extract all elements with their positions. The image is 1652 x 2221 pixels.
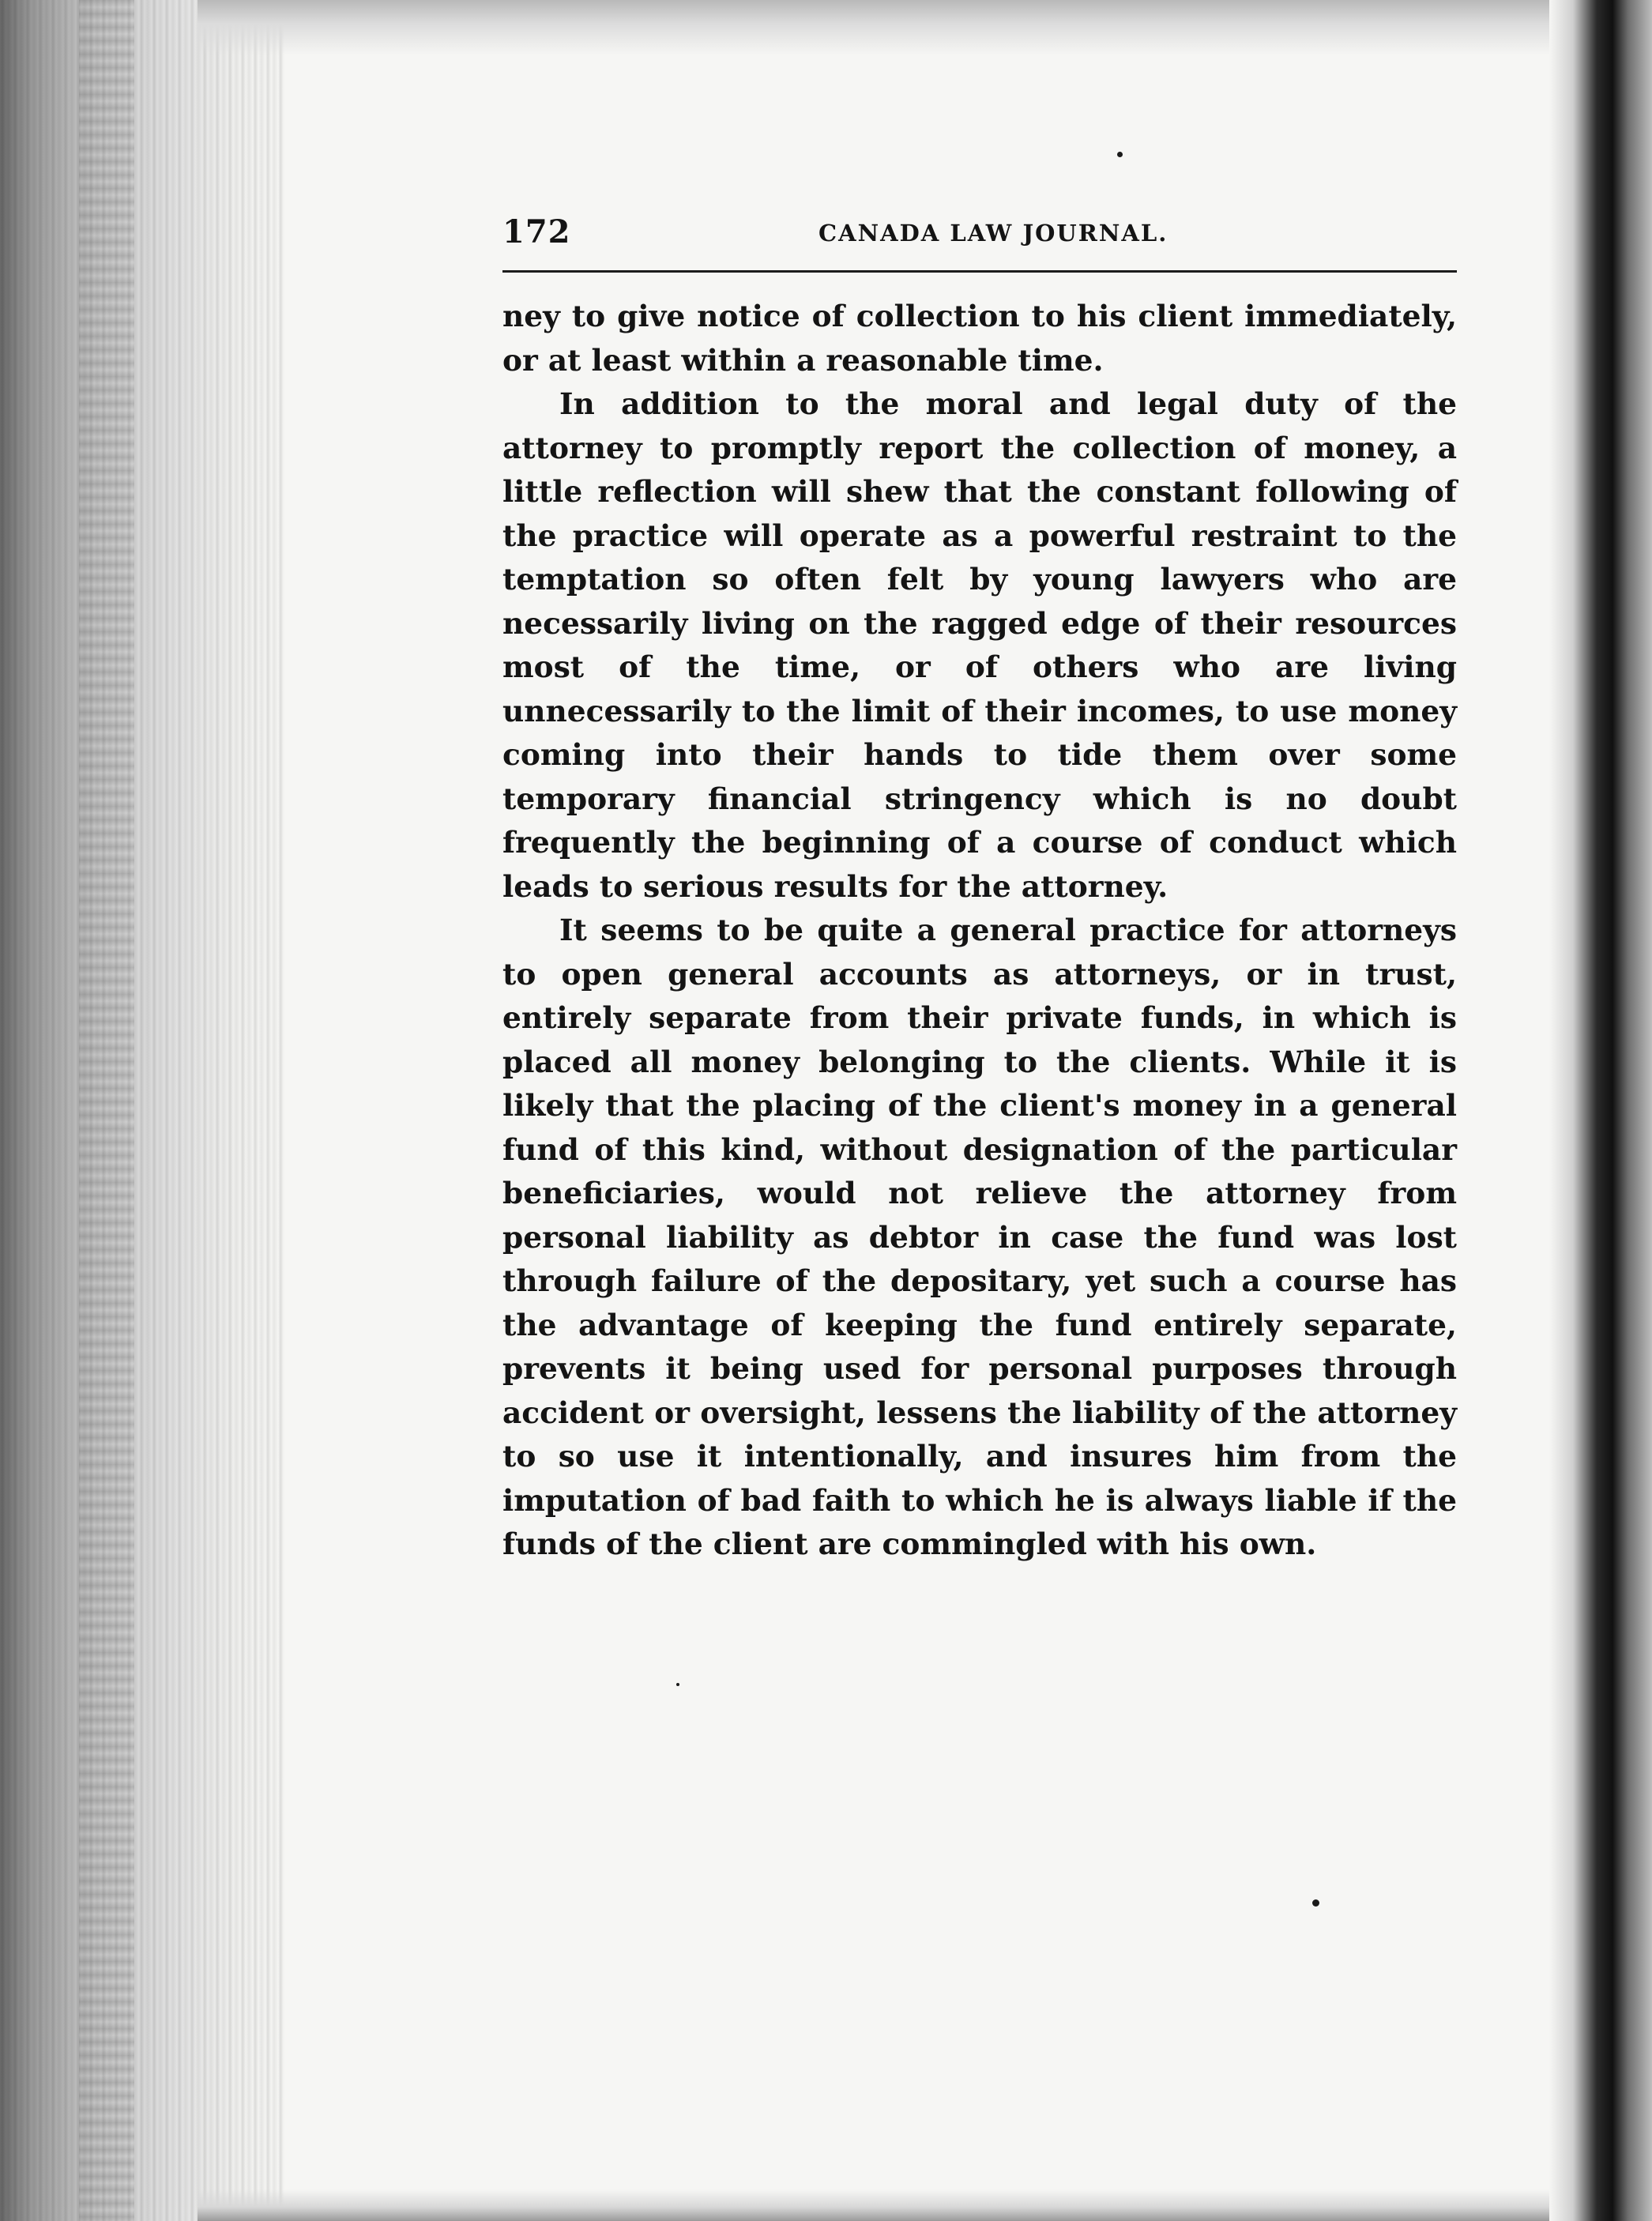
scan-speck (1117, 152, 1123, 157)
page-content (502, 213, 1457, 1567)
page-number: 172 (502, 213, 571, 250)
paragraph: It seems to be quite a general practice for attorneys to open general accounts as attorneys, or in trust, entirely separate from their private funds, in which is placed all money belonging to the clients. While it is likely that the placing of the client's money in a general fund of this kind, without designation of the particular beneficiaries, would not relieve the attorney from personal liability as debtor in case the fund was lost through failure of the depositary, yet such a course has the advantage of keeping the fund entirely separate, prevents it being used for personal purposes through accident or oversight, lessens the liability of the attorney to so use it intentionally, and insures him from the imputation of bad faith to which he is always liable if the funds of the client are commingled with his own. (502, 913, 1457, 1561)
journal-title: CANADA LAW JOURNAL. (818, 220, 1168, 247)
scan-right-edge (1549, 0, 1652, 2221)
scan-top-edge (198, 0, 1556, 55)
article-body (502, 295, 1457, 1567)
running-head (502, 213, 1457, 261)
scan-binding-shadow (0, 0, 284, 2221)
scan-bottom-edge (198, 2189, 1556, 2221)
scan-speck (676, 1683, 679, 1686)
paragraph: In addition to the moral and legal duty of the attorney to promptly report the collection of money, a little reflection will shew that the constant following of the practice will operate as a powerful restraint to the temptation so often felt by young lawyers who are necessarily living on the ragged edge of their resources most of the time, or of others who are living unnecessarily to the limit of their incomes, to use money coming into their hands to tide them over some temporary financial stringency which is no doubt frequently the beginning of a course of conduct which leads to serious results for the attorney. (502, 386, 1457, 904)
scan-speck (1312, 1899, 1319, 1907)
paragraph-continuation: ney to give notice of collection to his client immediately, or at least within a reasonable time. (502, 299, 1457, 378)
header-rule (502, 270, 1457, 273)
scan-binding-strip (79, 0, 134, 2221)
